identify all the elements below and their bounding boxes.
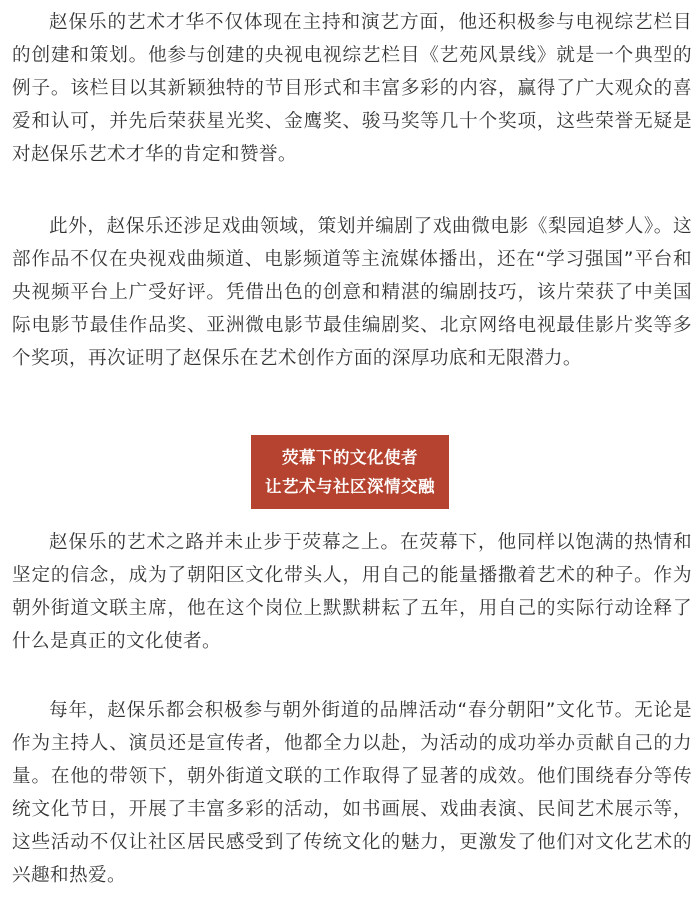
section-heading-line1: 荧幕下的文化使者 — [282, 448, 418, 467]
article-paragraph: 赵保乐的艺术之路并未止步于荧幕之上。在荧幕下，他同样以饱满的热情和坚定的信念，成为了朝阳区文化带头人，用自己的能量播撒着艺术的种子。作为朝外街道文联主席，他在这个岗位上默默耕耘了五年，用自己的实际行动诠释了什么是真正的文化使者。 — [12, 532, 692, 652]
section-heading-line2: 让艺术与社区深情交融 — [265, 477, 435, 496]
section-heading-banner — [251, 435, 449, 509]
article-paragraph: 每年，赵保乐都会积极参与朝外街道的品牌活动“春分朝阳”文化节。无论是作为主持人、演员还是宣传者，他都全力以赴，为活动的成功举办贡献自己的力量。在他的带领下，朝外街道文联的工作取得了显著的成效。他们围绕春分等传统文化节日，开展了丰富多彩的活动，如书画展、戏曲表演、民间艺术展示等，这些活动不仅让社区居民感受到了传统文化的魅力，更激发了他们对文化艺术的兴趣和热爱。 — [12, 700, 692, 886]
article-paragraph: 赵保乐的艺术才华不仅体现在主持和演艺方面，他还积极参与电视综艺栏目的创建和策划。他参与创建的央视电视综艺栏目《艺苑风景线》就是一个典型的例子。该栏目以其新颖独特的节目形式和丰富多彩的内容，赢得了广大观众的喜爱和认可，并先后荣获星光奖、金鹰奖、骏马奖等几十个奖项，这些荣誉无疑是对赵保乐艺术才华的肯定和赞誉。 — [12, 12, 692, 165]
article-paragraph: 此外，赵保乐还涉足戏曲领域，策划并编剧了戏曲微电影《梨园追梦人》。这部作品不仅在央视戏曲频道、电影频道等主流媒体播出，还在“学习强国”平台和央视频平台上广受好评。凭借出色的创意和精湛的编剧技巧，该片荣获了中美国际电影节最佳作品奖、亚洲微电影节最佳编剧奖、北京网络电视最佳影片奖等多个奖项，再次证明了赵保乐在艺术创作方面的深厚功底和无限潜力。 — [12, 216, 692, 369]
